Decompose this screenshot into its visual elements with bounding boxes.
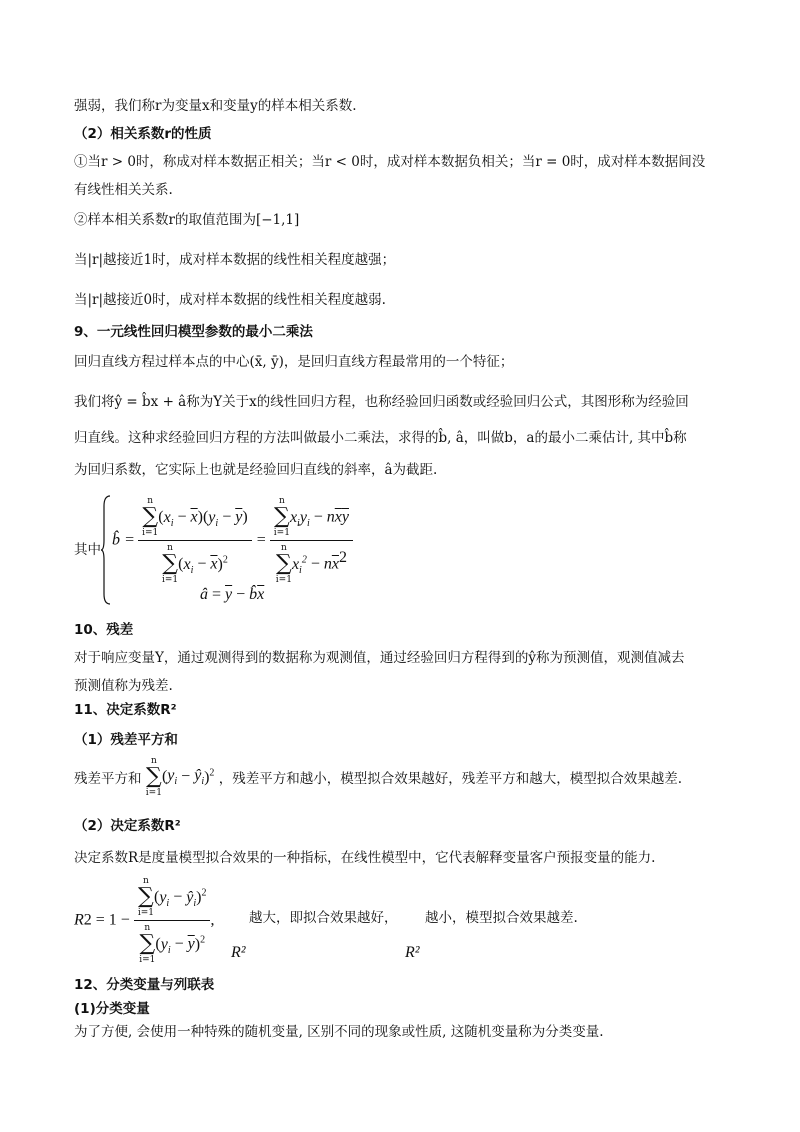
text-line: 我们将ŷ = b̂x + â称为Y关于x的线性回归方程，也称经验回归函数或经验回归公式，其图形称为经验回 (74, 394, 689, 410)
text-line: 归直线。这种求经验回归方程的方法叫做最小二乘法，求得的b̂, â，叫做b，a的最小二乘估计, 其中b̂称 (74, 430, 687, 446)
section-heading: 11、决定系数R² (74, 702, 177, 718)
a-hat-formula: â = $\overline{y}$ − $b̂\overline{x}$ (200, 586, 265, 603)
text-line: 对于响应变量Y，通过观测得到的数据称为观测值，通过经验回归方程得到的ŷ称为预测值，观测值减去 (74, 650, 685, 666)
subsection-heading: (1)分类变量 (74, 1001, 150, 1017)
subsection-heading: （1）残差平方和 (74, 732, 178, 748)
text-line: 当|r|越接近0时，成对样本数据的线性相关程度越弱. (74, 292, 386, 308)
text-line: ②样本相关系数r的取值范围为[−1,1] (74, 212, 300, 228)
text-line: 回归直线方程过样本点的中心(x̄, ȳ)，是回归直线方程最常用的一个特征； (74, 354, 514, 370)
text-line: 决定系数R是度量模型拟合效果的一种指标，在线性模型中，它代表解释变量客户预报变量的能力. (74, 850, 656, 866)
text-fragment: ，残差平方和越小，模型拟合效果越好，残差平方和越大，模型拟合效果越差. (218, 771, 683, 787)
text-line: 有线性相关关系. (74, 182, 173, 198)
text-line: ①当r > 0时，称成对样本数据正相关；当r < 0时，成对样本数据负相关；当r = 0时，成对样本数据间没 (74, 154, 706, 170)
text-line: 为了方便, 会使用一种特殊的随机变量, 区别不同的现象或性质, 这随机变量称为分类变量. (74, 1024, 604, 1040)
text-line: 当|r|越接近1时，成对样本数据的线性相关程度越强； (74, 252, 396, 268)
text-line: 预测值称为残差. (74, 678, 173, 694)
text-fragment: 越大，即拟合效果越好， (249, 910, 398, 926)
section-heading: 9、一元线性回归模型参数的最小二乘法 (74, 324, 313, 340)
left-brace (100, 494, 112, 606)
r2-formula: R2 = 1 − n ∑ $i=1(y_i$ − $ŷ_i)^2$ n ∑ $i=1(y_i - \overline{y})^2$ , (74, 876, 215, 965)
section-heading: 12、分类变量与列联表 (74, 977, 215, 993)
text-fragment: 越小，模型拟合效果越差. (425, 910, 578, 926)
text-line: 为回归系数，它实际上也就是经验回归直线的斜率，â为截距. (74, 462, 438, 478)
section-heading: 10、残差 (74, 622, 134, 638)
formula-prefix: 其中 (74, 542, 101, 558)
r2-symbol: R² (405, 944, 420, 961)
b-hat-formula: b̂ = n ∑ $i=1(x_i - \overline{x})(y_i - \overline{y})$ n ∑ $i=1(x_i - \overline{x})^2$ = n ∑ $i=1x_iy_i - n\overline{x}\overline{y}$ n ∑ $i=1x_i^2 - n\overline{x}^2$ (112, 496, 353, 585)
text-line: 强弱，我们称r为变量x和变量y的样本相关系数. (74, 98, 357, 114)
rss-line: 残差平方和 n ∑ $i=1(y_i$ − $ŷ_i)^2$ ，残差平方和越小，模型拟合效果越好，残差平方和越大，模型拟合效果越差. (74, 756, 683, 798)
text-fragment: 残差平方和 (74, 771, 142, 787)
r2-symbol: R² (231, 944, 246, 961)
subsection-heading: （2）决定系数R² (74, 818, 181, 834)
section-heading: （2）相关系数r的性质 (74, 126, 212, 142)
